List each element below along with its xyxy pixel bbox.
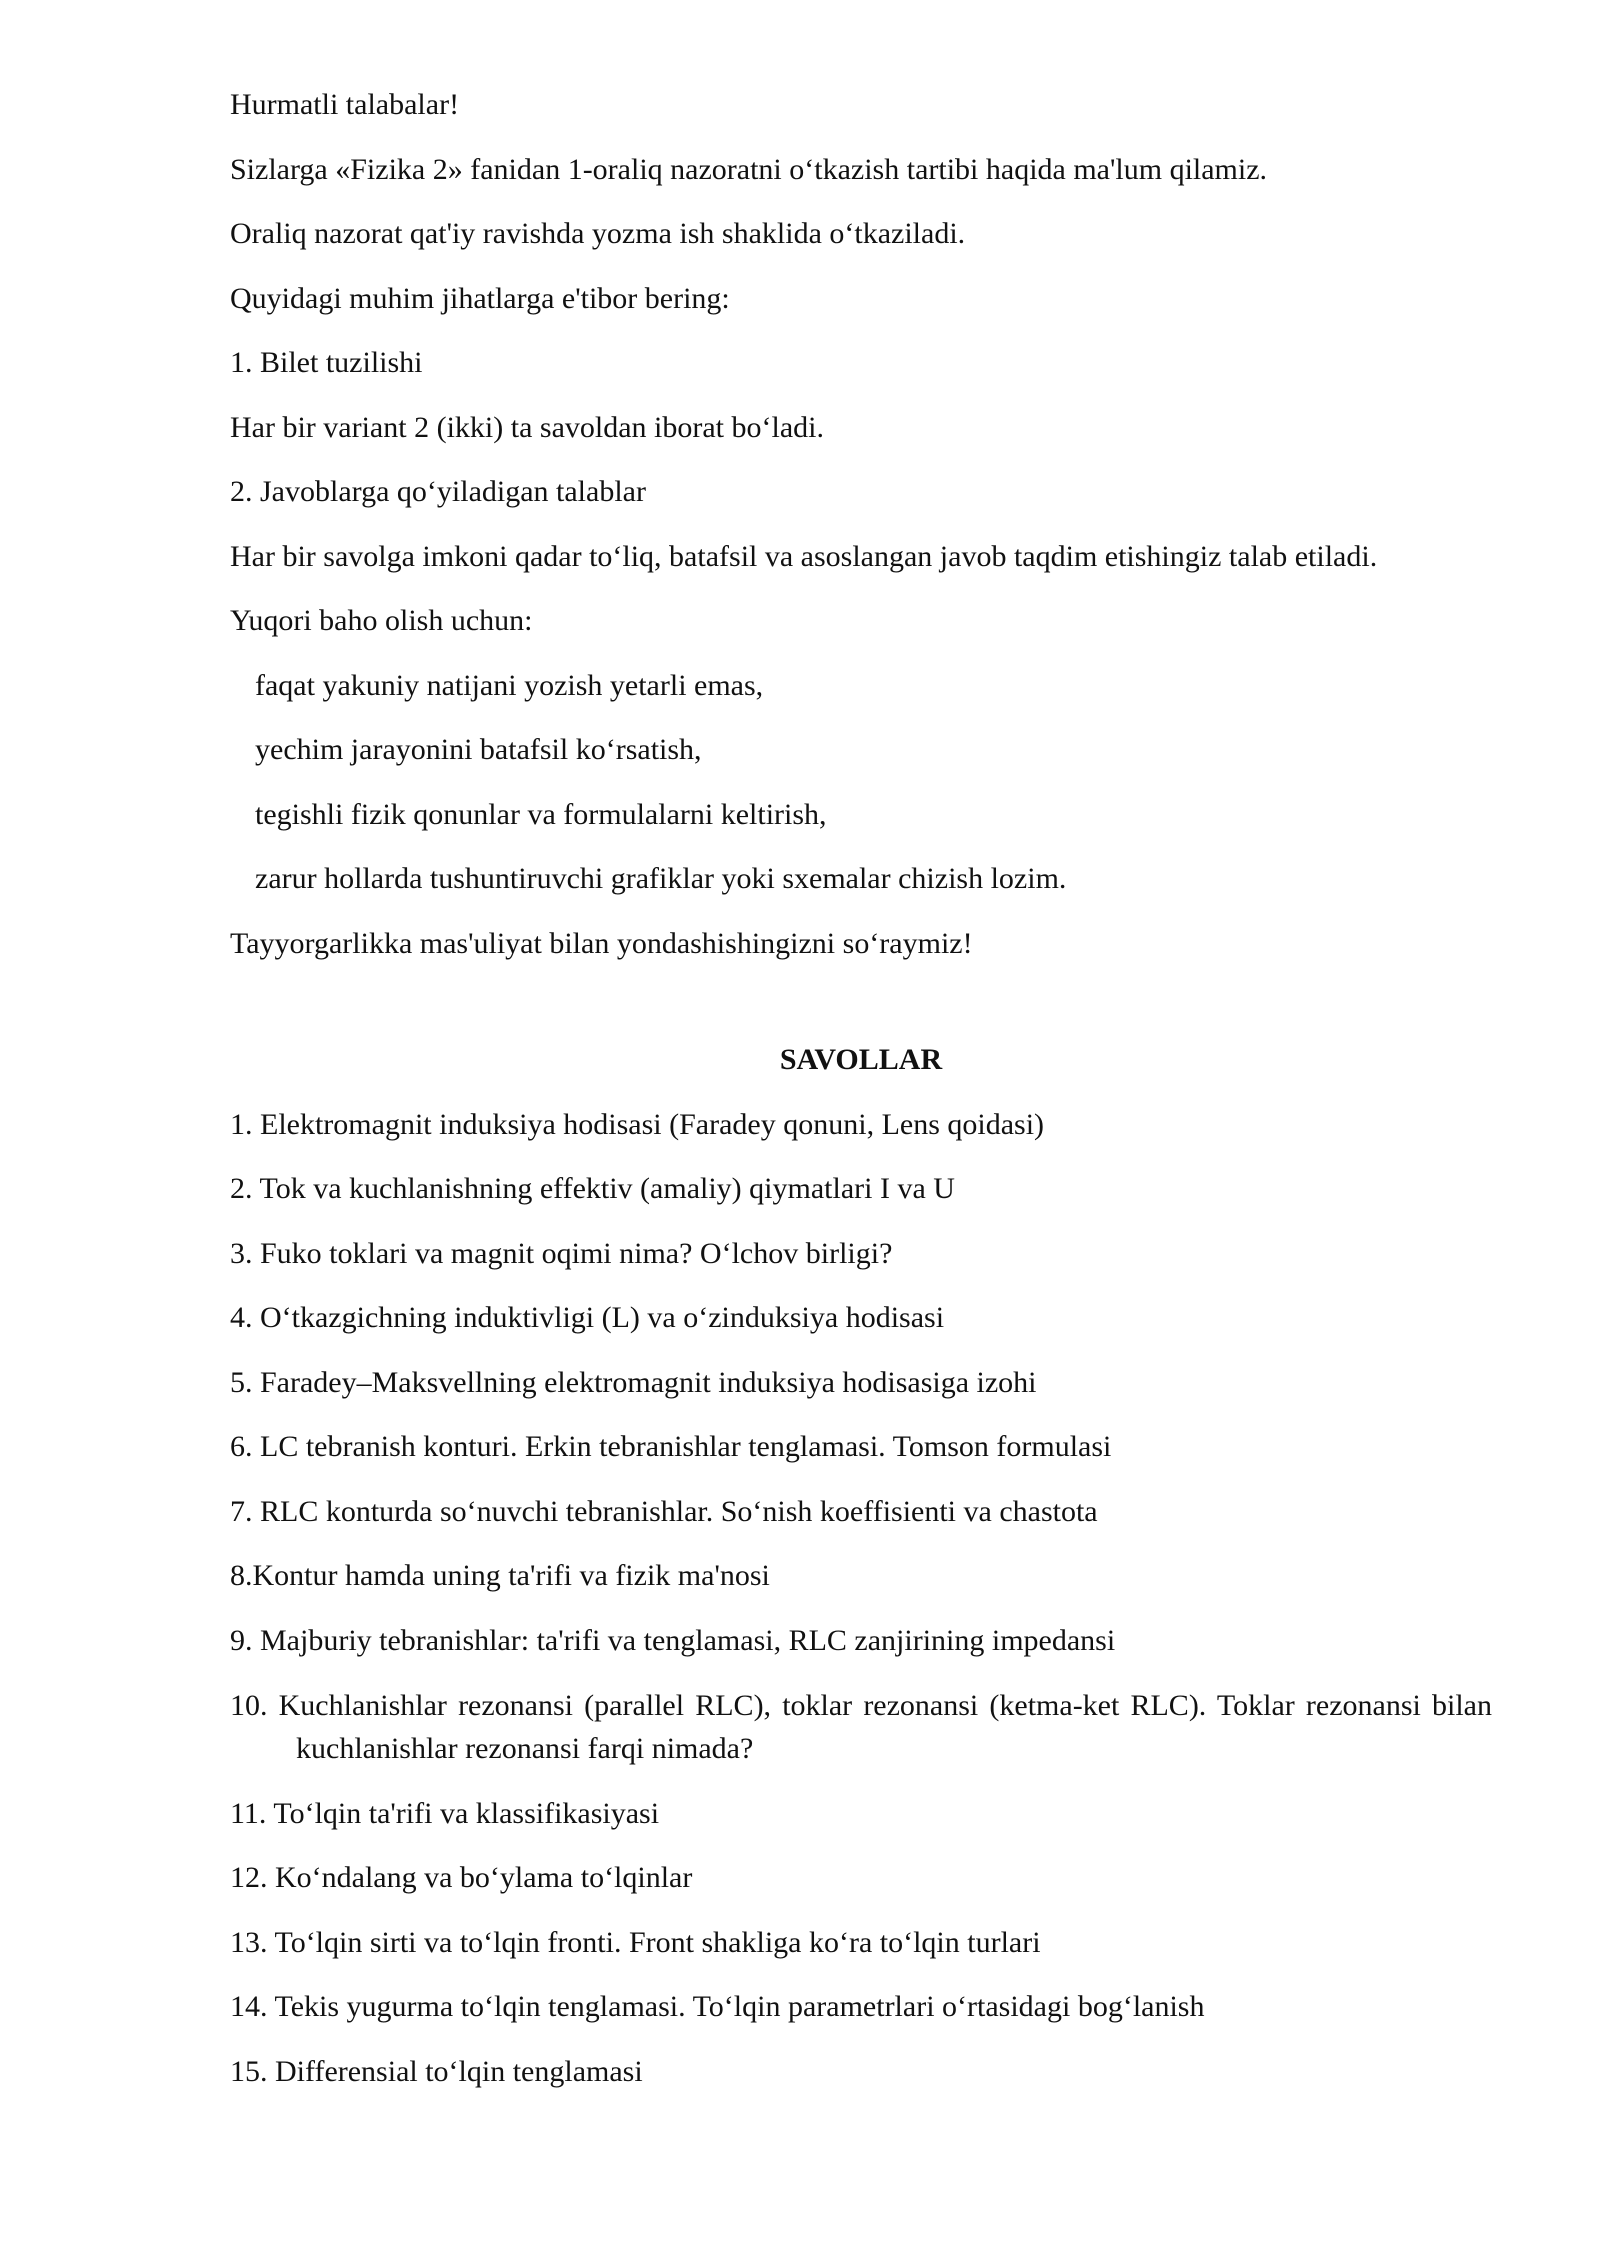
section-1-text: Har bir variant 2 (ikki) ta savoldan iborat bo‘ladi. [230, 410, 824, 444]
question-item: 10. Kuchlanishlar rezonansi (parallel RLC), toklar rezonansi (ketma-ket RLC). Toklar rezonansi bilan kuchlanishlar rezonansi farqi nimada? [230, 1689, 1492, 1765]
question-item: 15. Differensial to‘lqin tenglamasi [230, 2054, 643, 2088]
section-1-title: 1. Bilet tuzilishi [230, 346, 423, 379]
question-item: 6. LC tebranish konturi. Erkin tebranishlar tenglamasi. Tomson formulasi [230, 1430, 1112, 1463]
question-item: 7. RLC konturda so‘nuvchi tebranishlar. So‘nish koeffisienti va chastota [230, 1494, 1098, 1528]
requirement-item: zarur hollarda tushuntiruvchi grafiklar yoki sxemalar chizish lozim. [255, 862, 1067, 895]
intro-paragraph-2: Oraliq nazorat qat'iy ravishda yozma ish shaklida o‘tkaziladi. [230, 217, 966, 250]
question-item: 9. Majburiy tebranishlar: ta'rifi va tenglamasi, RLC zanjirining impedansi [230, 1623, 1116, 1657]
question-item: 4. O‘tkazgichning induktivligi (L) va o‘zinduksiya hodisasi [230, 1301, 945, 1334]
question-item: 1. Elektromagnit induksiya hodisasi (Faradey qonuni, Lens qoidasi) [230, 1107, 1045, 1141]
requirement-item: tegishli fizik qonunlar va formulalarni keltirish, [255, 797, 827, 831]
intro-paragraph-3: Quyidagi muhim jihatlarga e'tibor bering: [230, 281, 730, 315]
intro-paragraph-1: Sizlarga «Fizika 2» fanidan 1-oraliq nazoratni o‘tkazish tartibi haqida ma'lum qilamiz. [230, 152, 1268, 186]
questions-heading: SAVOLLAR [779, 1043, 943, 1076]
question-item: 13. To‘lqin sirti va to‘lqin fronti. Front shakliga ko‘ra to‘lqin turlari [230, 1925, 1041, 1959]
document-page [230, 84, 1510, 2115]
question-item: 14. Tekis yugurma to‘lqin tenglamasi. To‘lqin parametrlari o‘rtasidagi bog‘lanish [230, 1990, 1205, 2023]
question-item: 3. Fuko toklari va magnit oqimi nima? O‘lchov birligi? [230, 1236, 893, 1270]
question-item: 12. Ko‘ndalang va bo‘ylama to‘lqinlar [230, 1861, 693, 1894]
closing-sentence: Tayyorgarlikka mas'uliyat bilan yondashishingizni so‘raymiz! [230, 926, 973, 960]
section-2-text: Har bir savolga imkoni qadar to‘liq, batafsil va asoslangan javob taqdim etishingiz talab etiladi. [230, 539, 1378, 573]
requirement-item: yechim jarayonini batafsil ko‘rsatish, [255, 733, 702, 766]
section-2-title: 2. Javoblarga qo‘yiladigan talablar [230, 475, 646, 508]
question-item: 2. Tok va kuchlanishning effektiv (amaliy) qiymatlari I va U [230, 1172, 955, 1205]
section-spacer [230, 987, 1510, 1039]
requirement-item: faqat yakuniy natijani yozish yetarli emas, [255, 668, 764, 702]
question-item: 5. Faradey–Maksvellning elektromagnit induksiya hodisasiga izohi [230, 1365, 1037, 1399]
section-2-lead: Yuqori baho olish uchun: [230, 604, 533, 637]
questions-list [230, 1104, 1510, 2093]
question-item: 11. To‘lqin ta'rifi va klassifikasiyasi [230, 1796, 660, 1830]
greeting: Hurmatli talabalar! [230, 88, 460, 121]
question-item: 8.Kontur hamda uning ta'rifi va fizik ma'nosi [230, 1559, 770, 1592]
